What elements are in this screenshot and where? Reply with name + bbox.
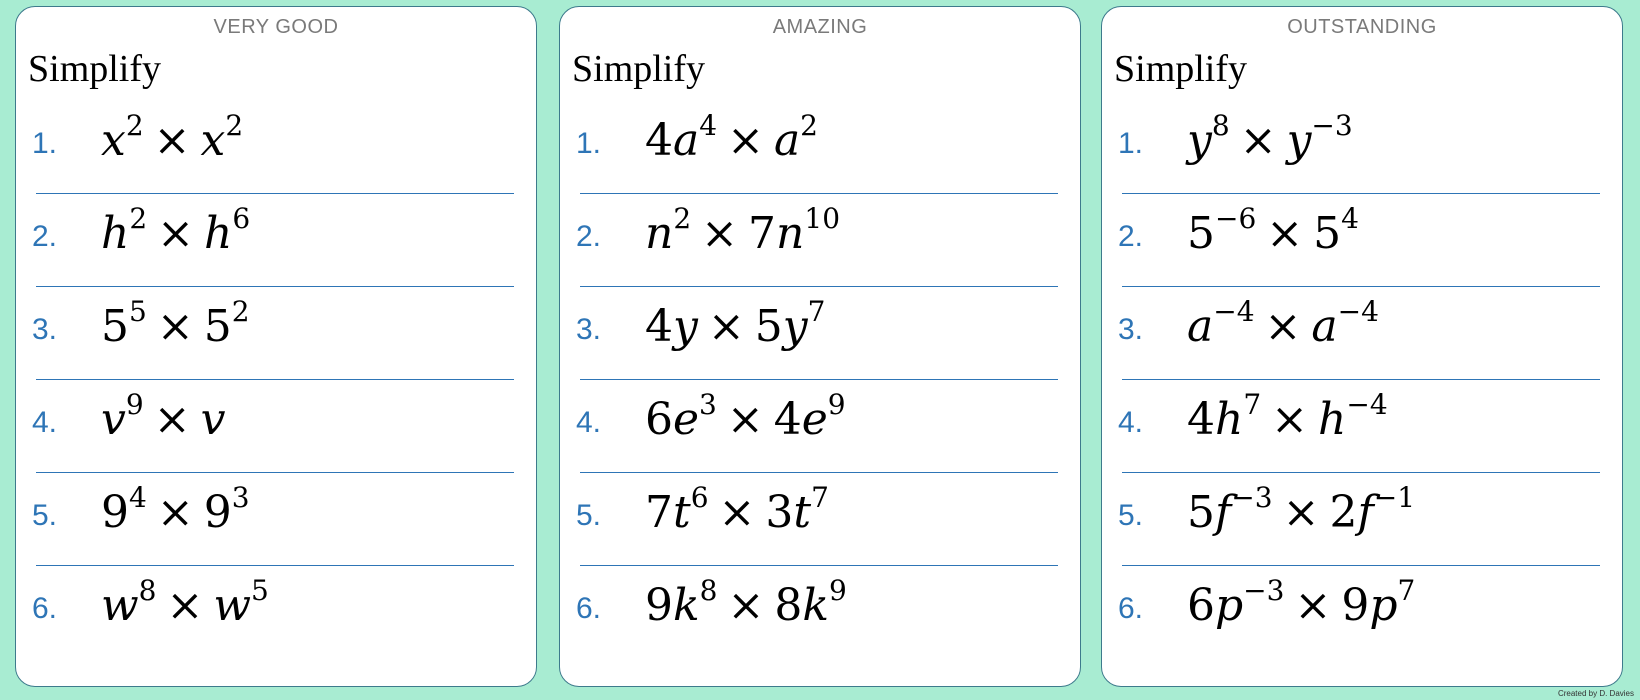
card-heading: Simplify — [572, 48, 706, 90]
variable: a — [1311, 301, 1338, 352]
question-number: 1. — [32, 127, 58, 160]
variable: a — [773, 115, 801, 166]
question-row — [1118, 287, 1600, 380]
coefficient: 3 — [765, 487, 794, 538]
variable: h — [101, 208, 130, 259]
question-row — [32, 101, 514, 194]
exponent: 10 — [804, 202, 841, 235]
exponent: 5 — [129, 295, 147, 328]
exponent: 4 — [129, 481, 147, 514]
coefficient: 5 — [1187, 487, 1215, 538]
times-symbol: × — [701, 208, 739, 259]
question-number: 5. — [1118, 499, 1144, 532]
exponent: 6 — [690, 481, 709, 514]
credit-text: Created by D. Davies — [1557, 689, 1634, 698]
coefficient: 5 — [101, 301, 129, 352]
question-row — [576, 566, 1058, 659]
exponent: −4 — [1346, 388, 1388, 421]
exponent: 9 — [827, 388, 846, 421]
card-outstanding — [1101, 6, 1623, 687]
coefficient: 4 — [645, 301, 673, 352]
times-symbol: × — [1264, 301, 1302, 352]
coefficient: 9 — [1341, 580, 1370, 631]
variable: n — [776, 208, 805, 259]
question-expression — [645, 388, 846, 445]
question-number: 5. — [576, 499, 602, 532]
times-symbol: × — [166, 580, 204, 631]
question-row — [576, 194, 1058, 287]
exponent: 9 — [829, 574, 847, 607]
question-expression — [101, 295, 250, 352]
variable: h — [1318, 394, 1347, 445]
exponent: 3 — [699, 388, 717, 421]
times-symbol: × — [707, 301, 745, 352]
question-expression — [1187, 202, 1359, 259]
question-expression — [101, 388, 226, 445]
question-row — [1118, 101, 1600, 194]
question-expression — [645, 109, 818, 166]
question-list — [32, 101, 514, 659]
question-row — [32, 287, 514, 380]
question-expression — [101, 481, 250, 538]
times-symbol: × — [153, 394, 191, 445]
exponent: 4 — [1341, 202, 1359, 235]
question-number: 1. — [1118, 127, 1144, 160]
question-row — [1118, 473, 1600, 566]
times-symbol: × — [1282, 487, 1320, 538]
exponent: −6 — [1215, 202, 1257, 235]
question-expression — [645, 202, 841, 259]
question-row — [576, 101, 1058, 194]
exponent: 9 — [125, 388, 144, 421]
question-number: 6. — [32, 592, 58, 625]
coefficient: 7 — [748, 208, 777, 259]
card-title: OUTSTANDING — [1287, 16, 1437, 38]
question-row — [32, 566, 514, 659]
question-expression — [1187, 109, 1353, 166]
exponent: 7 — [1243, 388, 1262, 421]
exponent: 2 — [125, 109, 144, 142]
variable: a — [673, 115, 700, 166]
exponent: 5 — [251, 574, 269, 607]
variable: v — [200, 394, 226, 445]
question-number: 2. — [1118, 220, 1144, 253]
coefficient: 5 — [754, 301, 783, 352]
variable: n — [645, 208, 674, 259]
question-number: 4. — [1118, 406, 1144, 439]
question-number: 4. — [32, 406, 58, 439]
exponent: −3 — [1231, 481, 1273, 514]
variable: h — [1215, 394, 1244, 445]
question-row — [1118, 566, 1600, 659]
question-expression — [101, 202, 251, 259]
variable: t — [793, 487, 812, 538]
exponent: 2 — [129, 202, 148, 235]
exponent: −3 — [1311, 109, 1353, 142]
question-row — [576, 380, 1058, 473]
question-number: 3. — [576, 313, 602, 346]
variable: f — [1357, 487, 1374, 538]
question-expression — [645, 295, 826, 352]
variable: k — [802, 580, 830, 631]
question-expression — [1187, 574, 1416, 631]
times-symbol: × — [156, 301, 194, 352]
coefficient: 5 — [1187, 208, 1215, 259]
times-symbol: × — [1239, 115, 1277, 166]
times-symbol: × — [157, 208, 195, 259]
times-symbol: × — [1294, 580, 1332, 631]
question-number: 2. — [32, 220, 58, 253]
card-title: VERY GOOD — [213, 16, 339, 38]
coefficient: 5 — [203, 301, 232, 352]
question-number: 2. — [576, 220, 602, 253]
question-expression — [1187, 295, 1379, 352]
exponent: 4 — [699, 109, 718, 142]
coefficient: 4 — [773, 394, 802, 445]
card-title: AMAZING — [772, 16, 868, 38]
question-row — [32, 380, 514, 473]
question-row — [576, 287, 1058, 380]
times-symbol: × — [727, 580, 765, 631]
coefficient: 2 — [1329, 487, 1358, 538]
variable: w — [213, 580, 252, 631]
exponent: 8 — [699, 574, 718, 607]
variable: k — [673, 580, 700, 631]
coefficient: 4 — [645, 115, 673, 166]
question-expression — [645, 481, 829, 538]
coefficient: 4 — [1187, 394, 1215, 445]
times-symbol: × — [727, 115, 764, 166]
question-number: 3. — [32, 313, 58, 346]
question-expression — [645, 574, 847, 631]
coefficient: 6 — [1187, 580, 1215, 631]
question-row — [1118, 380, 1600, 473]
question-expression — [1187, 481, 1416, 538]
times-symbol: × — [718, 487, 756, 538]
exponent: 3 — [231, 481, 250, 514]
variable: h — [204, 208, 233, 259]
times-symbol: × — [153, 115, 191, 166]
exponent: −4 — [1337, 295, 1379, 328]
variable: w — [101, 580, 139, 631]
exponent: 7 — [811, 481, 829, 514]
variable: t — [673, 487, 691, 538]
exponent: 8 — [138, 574, 157, 607]
exponent: −1 — [1373, 481, 1416, 514]
times-symbol: × — [1266, 208, 1304, 259]
question-row — [32, 473, 514, 566]
question-row — [576, 473, 1058, 566]
variable: x — [101, 115, 126, 166]
variable: y — [1286, 115, 1312, 166]
variable: p — [1369, 580, 1398, 631]
question-expression — [101, 109, 244, 166]
times-symbol: × — [726, 394, 764, 445]
variable: y — [673, 301, 698, 352]
variable: e — [673, 394, 700, 445]
question-number: 4. — [576, 406, 602, 439]
exponent: 6 — [232, 202, 251, 235]
question-number: 6. — [576, 592, 602, 625]
exponent: 7 — [807, 295, 826, 328]
card-very-good — [15, 6, 537, 687]
question-expression — [101, 574, 269, 631]
card-amazing — [559, 6, 1081, 687]
card-heading: Simplify — [28, 48, 162, 90]
question-number: 3. — [1118, 313, 1144, 346]
coefficient: 9 — [645, 580, 673, 631]
question-expression — [1187, 388, 1388, 445]
question-number: 6. — [1118, 592, 1144, 625]
coefficient: 9 — [101, 487, 129, 538]
variable: a — [1187, 301, 1214, 352]
question-list — [1118, 101, 1600, 659]
question-row — [32, 194, 514, 287]
coefficient: 9 — [203, 487, 232, 538]
exponent: 7 — [1397, 574, 1416, 607]
question-list — [576, 101, 1058, 659]
variable: x — [200, 115, 226, 166]
coefficient: 8 — [774, 580, 803, 631]
exponent: −3 — [1243, 574, 1285, 607]
card-heading: Simplify — [1114, 48, 1248, 90]
exponent: 2 — [231, 295, 250, 328]
variable: f — [1215, 487, 1232, 538]
coefficient: 6 — [645, 394, 673, 445]
question-row — [1118, 194, 1600, 287]
coefficient: 7 — [645, 487, 673, 538]
variable: e — [801, 394, 828, 445]
exponent: 2 — [800, 109, 818, 142]
variable: p — [1215, 580, 1244, 631]
variable: v — [101, 394, 126, 445]
coefficient: 5 — [1313, 208, 1342, 259]
times-symbol: × — [156, 487, 194, 538]
question-number: 1. — [576, 127, 602, 160]
question-number: 5. — [32, 499, 58, 532]
exponent: 2 — [225, 109, 244, 142]
exponent: 8 — [1211, 109, 1230, 142]
exponent: −4 — [1213, 295, 1255, 328]
times-symbol: × — [1271, 394, 1309, 445]
exponent: 2 — [673, 202, 692, 235]
variable: y — [782, 301, 808, 352]
variable: y — [1187, 115, 1212, 166]
